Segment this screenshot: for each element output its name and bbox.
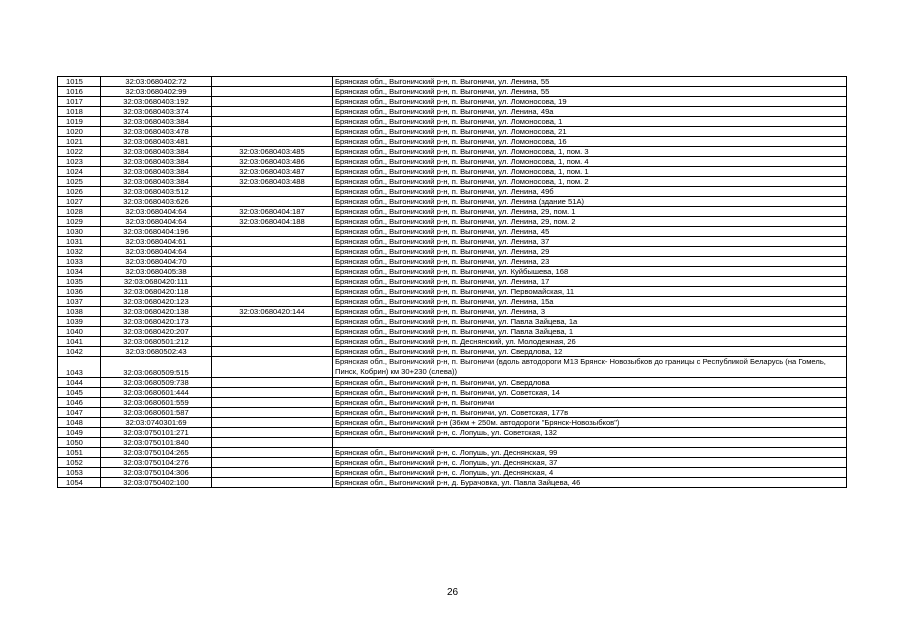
address-cell: Брянская обл., Выгоничский р-н, п. Выгоничи, ул. Ломоносова, 1, пом. 1 — [333, 167, 847, 177]
row-number-cell: 1043 — [58, 357, 101, 378]
table-row — [58, 438, 847, 448]
address-cell: Брянская обл., Выгоничский р-н, с. Лопушь, ул. Советская, 132 — [333, 428, 847, 438]
table-row — [58, 197, 847, 207]
room-cadastral-number-cell — [212, 347, 333, 357]
table-row — [58, 77, 847, 87]
room-cadastral-number-cell — [212, 107, 333, 117]
room-cadastral-number-cell: 32:03:0680420:144 — [212, 307, 333, 317]
cadastral-number-cell: 32:03:0680420:118 — [101, 287, 212, 297]
address-cell: Брянская обл., Выгоничский р-н, п. Выгоничи, ул. Советская, 177в — [333, 408, 847, 418]
cadastral-number-cell: 32:03:0680509:738 — [101, 378, 212, 388]
room-cadastral-number-cell — [212, 257, 333, 267]
row-number-cell: 1045 — [58, 388, 101, 398]
row-number-cell: 1054 — [58, 478, 101, 488]
row-number-cell: 1031 — [58, 237, 101, 247]
table-row — [58, 378, 847, 388]
table-row — [58, 327, 847, 337]
table-row — [58, 277, 847, 287]
table-row — [58, 347, 847, 357]
room-cadastral-number-cell: 32:03:0680403:486 — [212, 157, 333, 167]
table-row — [58, 408, 847, 418]
row-number-cell: 1032 — [58, 247, 101, 257]
address-cell: Брянская обл., Выгоничский р-н, п. Выгоничи, ул. Ленина, 29 — [333, 247, 847, 257]
cadastral-number-cell: 32:03:0680403:384 — [101, 167, 212, 177]
address-cell: Брянская обл., Выгоничский р-н, п. Выгоничи, ул. Ленина (здание 51А) — [333, 197, 847, 207]
cadastral-number-cell: 32:03:0680601:559 — [101, 398, 212, 408]
table-row — [58, 247, 847, 257]
cadastral-number-cell: 32:03:0680420:123 — [101, 297, 212, 307]
row-number-cell: 1050 — [58, 438, 101, 448]
address-cell: Брянская обл., Выгоничский р-н, п. Выгоничи, ул. Ленина, 45 — [333, 227, 847, 237]
row-number-cell: 1033 — [58, 257, 101, 267]
table-row — [58, 317, 847, 327]
address-cell: Брянская обл., Выгоничский р-н, п. Выгоничи, ул. Ленина, 49а — [333, 107, 847, 117]
table-row — [58, 307, 847, 317]
address-cell: Брянская обл., Выгоничский р-н, п. Выгоничи, ул. Ломоносова, 19 — [333, 97, 847, 107]
row-number-cell: 1041 — [58, 337, 101, 347]
cadastral-number-cell: 32:03:0680404:64 — [101, 207, 212, 217]
address-cell: Брянская обл., Выгоничский р-н, п. Выгоничи, ул. Ломоносова, 1, пом. 3 — [333, 147, 847, 157]
row-number-cell: 1025 — [58, 177, 101, 187]
room-cadastral-number-cell: 32:03:0680403:485 — [212, 147, 333, 157]
room-cadastral-number-cell — [212, 438, 333, 448]
row-number-cell: 1047 — [58, 408, 101, 418]
room-cadastral-number-cell — [212, 468, 333, 478]
address-cell: Брянская обл., Выгоничский р-н, п. Выгоничи (вдоль автодороги М13 Брянск- Новозыбков до границы с Республикой Беларусь (на Гомель, Пинск, Кобрин) км 30+230 (слева)) — [333, 357, 847, 378]
cadastral-number-cell: 32:03:0680403:384 — [101, 117, 212, 127]
cadastral-number-cell: 32:03:0680502:43 — [101, 347, 212, 357]
table-row — [58, 167, 847, 177]
table-row — [58, 267, 847, 277]
address-cell: Брянская обл., Выгоничский р-н, п. Выгоничи, ул. Советская, 14 — [333, 388, 847, 398]
address-cell: Брянская обл., Выгоничский р-н, п. Выгоничи, ул. Свердлова, 12 — [333, 347, 847, 357]
table-row — [58, 107, 847, 117]
room-cadastral-number-cell: 32:03:0680403:488 — [212, 177, 333, 187]
cadastral-number-cell: 32:03:0680404:61 — [101, 237, 212, 247]
row-number-cell: 1044 — [58, 378, 101, 388]
row-number-cell: 1022 — [58, 147, 101, 157]
room-cadastral-number-cell — [212, 267, 333, 277]
room-cadastral-number-cell — [212, 277, 333, 287]
address-cell: Брянская обл., Выгоничский р-н, п. Выгоничи, ул. Ломоносова, 1, пом. 2 — [333, 177, 847, 187]
row-number-cell: 1026 — [58, 187, 101, 197]
address-cell: Брянская обл., Выгоничский р-н, п. Выгоничи, ул. Ленина, 49б — [333, 187, 847, 197]
room-cadastral-number-cell — [212, 237, 333, 247]
table-row — [58, 428, 847, 438]
cadastral-number-cell: 32:03:0680601:444 — [101, 388, 212, 398]
cadastral-number-cell: 32:03:0750402:100 — [101, 478, 212, 488]
page-number: 26 — [446, 587, 459, 598]
cadastral-number-cell: 32:03:0680501:212 — [101, 337, 212, 347]
room-cadastral-number-cell — [212, 97, 333, 107]
address-cell: Брянская обл., Выгоничский р-н, д. Бурачовка, ул. Павла Зайцева, 46 — [333, 478, 847, 488]
row-number-cell: 1049 — [58, 428, 101, 438]
table-row — [58, 127, 847, 137]
room-cadastral-number-cell: 32:03:0680404:188 — [212, 217, 333, 227]
table-row — [58, 227, 847, 237]
row-number-cell: 1051 — [58, 448, 101, 458]
address-cell: Брянская обл., Выгоничский р-н, п. Выгоничи, ул. Ленина, 17 — [333, 277, 847, 287]
cadastral-number-cell: 32:03:0680404:64 — [101, 247, 212, 257]
table-row — [58, 87, 847, 97]
row-number-cell: 1027 — [58, 197, 101, 207]
address-cell: Брянская обл., Выгоничский р-н, п. Выгоничи — [333, 398, 847, 408]
row-number-cell: 1016 — [58, 87, 101, 97]
table-row — [58, 468, 847, 478]
cadastral-number-cell: 32:03:0680420:173 — [101, 317, 212, 327]
table-row — [58, 297, 847, 307]
table-row — [58, 207, 847, 217]
room-cadastral-number-cell — [212, 428, 333, 438]
room-cadastral-number-cell — [212, 247, 333, 257]
table-body — [58, 77, 847, 488]
table-row — [58, 257, 847, 267]
cadastral-number-cell: 32:03:0750104:265 — [101, 448, 212, 458]
address-cell: Брянская обл., Выгоничский р-н, п. Выгоничи, ул. Ленина, 23 — [333, 257, 847, 267]
cadastral-number-cell: 32:03:0750104:276 — [101, 458, 212, 468]
table-row — [58, 448, 847, 458]
address-cell: Брянская обл., Выгоничский р-н, п. Выгоничи, ул. Ленина, 29, пом. 1 — [333, 207, 847, 217]
room-cadastral-number-cell — [212, 478, 333, 488]
row-number-cell: 1030 — [58, 227, 101, 237]
address-cell: Брянская обл., Выгоничский р-н, п. Выгоничи, ул. Ленина, 37 — [333, 237, 847, 247]
address-cell: Брянская обл., Выгоничский р-н, п. Выгоничи, ул. Павла Зайцева, 1а — [333, 317, 847, 327]
property-table — [57, 76, 847, 488]
room-cadastral-number-cell — [212, 388, 333, 398]
address-cell: Брянская обл., Выгоничский р-н, п. Выгоничи, ул. Ленина, 15а — [333, 297, 847, 307]
room-cadastral-number-cell — [212, 87, 333, 97]
address-cell: Брянская обл., Выгоничский р-н, п. Выгоничи, ул. Ленина, 3 — [333, 307, 847, 317]
address-cell: Брянская обл., Выгоничский р-н, п. Выгоничи, ул. Ломоносова, 21 — [333, 127, 847, 137]
address-cell: Брянская обл., Выгоничский р-н, п. Выгоничи, ул. Ленина, 55 — [333, 87, 847, 97]
address-cell: Брянская обл., Выгоничский р-н, п. Выгоничи, ул. Ломоносова, 16 — [333, 137, 847, 147]
row-number-cell: 1019 — [58, 117, 101, 127]
address-cell: Брянская обл., Выгоничский р-н, с. Лопушь, ул. Деснянская, 37 — [333, 458, 847, 468]
room-cadastral-number-cell — [212, 137, 333, 147]
row-number-cell: 1029 — [58, 217, 101, 227]
table-row — [58, 117, 847, 127]
address-cell: Брянская обл., Выгоничский р-н, п. Деснянский, ул. Молодежная, 26 — [333, 337, 847, 347]
address-cell: Брянская обл., Выгоничский р-н, п. Выгоничи, ул. Свердлова — [333, 378, 847, 388]
address-cell: Брянская обл., Выгоничский р-н, п. Выгоничи, ул. Куйбышева, 168 — [333, 267, 847, 277]
room-cadastral-number-cell — [212, 327, 333, 337]
table-row — [58, 177, 847, 187]
table-row — [58, 337, 847, 347]
room-cadastral-number-cell: 32:03:0680404:187 — [212, 207, 333, 217]
address-cell: Брянская обл., Выгоничский р-н, п. Выгоничи, ул. Ленина, 55 — [333, 77, 847, 87]
table-row — [58, 418, 847, 428]
row-number-cell: 1028 — [58, 207, 101, 217]
room-cadastral-number-cell — [212, 337, 333, 347]
address-cell: Брянская обл., Выгоничский р-н, п. Выгоничи, ул. Ломоносова, 1 — [333, 117, 847, 127]
row-number-cell: 1036 — [58, 287, 101, 297]
cadastral-number-cell: 32:03:0680601:587 — [101, 408, 212, 418]
row-number-cell: 1024 — [58, 167, 101, 177]
cadastral-number-cell: 32:03:0680403:481 — [101, 137, 212, 147]
address-cell: Брянская обл., Выгоничский р-н (36км + 250м. автодороги "Брянск-Новозыбков") — [333, 418, 847, 428]
cadastral-number-cell: 32:03:0680404:196 — [101, 227, 212, 237]
table-row — [58, 458, 847, 468]
cadastral-number-cell: 32:03:0680403:512 — [101, 187, 212, 197]
row-number-cell: 1042 — [58, 347, 101, 357]
room-cadastral-number-cell — [212, 418, 333, 428]
row-number-cell: 1018 — [58, 107, 101, 117]
table-row — [58, 398, 847, 408]
row-number-cell: 1020 — [58, 127, 101, 137]
room-cadastral-number-cell — [212, 448, 333, 458]
cadastral-number-cell: 32:03:0680404:70 — [101, 257, 212, 267]
table-row — [58, 187, 847, 197]
room-cadastral-number-cell — [212, 458, 333, 468]
cadastral-number-cell: 32:03:0680420:138 — [101, 307, 212, 317]
room-cadastral-number-cell — [212, 127, 333, 137]
row-number-cell: 1039 — [58, 317, 101, 327]
cadastral-number-cell: 32:03:0680509:515 — [101, 357, 212, 378]
room-cadastral-number-cell — [212, 378, 333, 388]
row-number-cell: 1048 — [58, 418, 101, 428]
table-row — [58, 357, 847, 378]
row-number-cell: 1038 — [58, 307, 101, 317]
table-row — [58, 217, 847, 227]
row-number-cell: 1035 — [58, 277, 101, 287]
address-cell: Брянская обл., Выгоничский р-н, п. Выгоничи, ул. Первомайская, 11 — [333, 287, 847, 297]
room-cadastral-number-cell — [212, 187, 333, 197]
room-cadastral-number-cell — [212, 408, 333, 418]
row-number-cell: 1053 — [58, 468, 101, 478]
room-cadastral-number-cell — [212, 227, 333, 237]
cadastral-number-cell: 32:03:0750104:306 — [101, 468, 212, 478]
row-number-cell: 1037 — [58, 297, 101, 307]
table-row — [58, 137, 847, 147]
cadastral-number-cell: 32:03:0680420:111 — [101, 277, 212, 287]
cadastral-number-cell: 32:03:0680403:478 — [101, 127, 212, 137]
table-row — [58, 157, 847, 167]
cadastral-number-cell: 32:03:0740301:69 — [101, 418, 212, 428]
cadastral-number-cell: 32:03:0680403:384 — [101, 147, 212, 157]
table-row — [58, 388, 847, 398]
room-cadastral-number-cell — [212, 77, 333, 87]
row-number-cell: 1040 — [58, 327, 101, 337]
cadastral-number-cell: 32:03:0680420:207 — [101, 327, 212, 337]
room-cadastral-number-cell — [212, 398, 333, 408]
row-number-cell: 1052 — [58, 458, 101, 468]
table-row — [58, 287, 847, 297]
row-number-cell: 1017 — [58, 97, 101, 107]
cadastral-number-cell: 32:03:0680403:374 — [101, 107, 212, 117]
room-cadastral-number-cell — [212, 287, 333, 297]
cadastral-number-cell: 32:03:0680403:384 — [101, 157, 212, 167]
row-number-cell: 1034 — [58, 267, 101, 277]
table-row — [58, 237, 847, 247]
cadastral-number-cell: 32:03:0750101:271 — [101, 428, 212, 438]
address-cell — [333, 438, 847, 448]
table-row — [58, 147, 847, 157]
room-cadastral-number-cell — [212, 197, 333, 207]
cadastral-number-cell: 32:03:0680402:99 — [101, 87, 212, 97]
row-number-cell: 1021 — [58, 137, 101, 147]
room-cadastral-number-cell — [212, 357, 333, 378]
cadastral-number-cell: 32:03:0680405:38 — [101, 267, 212, 277]
address-cell: Брянская обл., Выгоничский р-н, п. Выгоничи, ул. Ленина, 29, пом. 2 — [333, 217, 847, 227]
table-row — [58, 478, 847, 488]
table-row — [58, 97, 847, 107]
cadastral-number-cell: 32:03:0680402:72 — [101, 77, 212, 87]
address-cell: Брянская обл., Выгоничский р-н, с. Лопушь, ул. Деснянская, 4 — [333, 468, 847, 478]
cadastral-number-cell: 32:03:0680403:384 — [101, 177, 212, 187]
row-number-cell: 1023 — [58, 157, 101, 167]
room-cadastral-number-cell — [212, 117, 333, 127]
room-cadastral-number-cell: 32:03:0680403:487 — [212, 167, 333, 177]
row-number-cell: 1015 — [58, 77, 101, 87]
address-cell: Брянская обл., Выгоничский р-н, п. Выгоничи, ул. Павла Зайцева, 1 — [333, 327, 847, 337]
address-cell: Брянская обл., Выгоничский р-н, с. Лопушь, ул. Деснянская, 99 — [333, 448, 847, 458]
row-number-cell: 1046 — [58, 398, 101, 408]
cadastral-number-cell: 32:03:0750101:840 — [101, 438, 212, 448]
room-cadastral-number-cell — [212, 297, 333, 307]
cadastral-number-cell: 32:03:0680403:626 — [101, 197, 212, 207]
cadastral-number-cell: 32:03:0680404:64 — [101, 217, 212, 227]
room-cadastral-number-cell — [212, 317, 333, 327]
cadastral-number-cell: 32:03:0680403:192 — [101, 97, 212, 107]
address-cell: Брянская обл., Выгоничский р-н, п. Выгоничи, ул. Ломоносова, 1, пом. 4 — [333, 157, 847, 167]
